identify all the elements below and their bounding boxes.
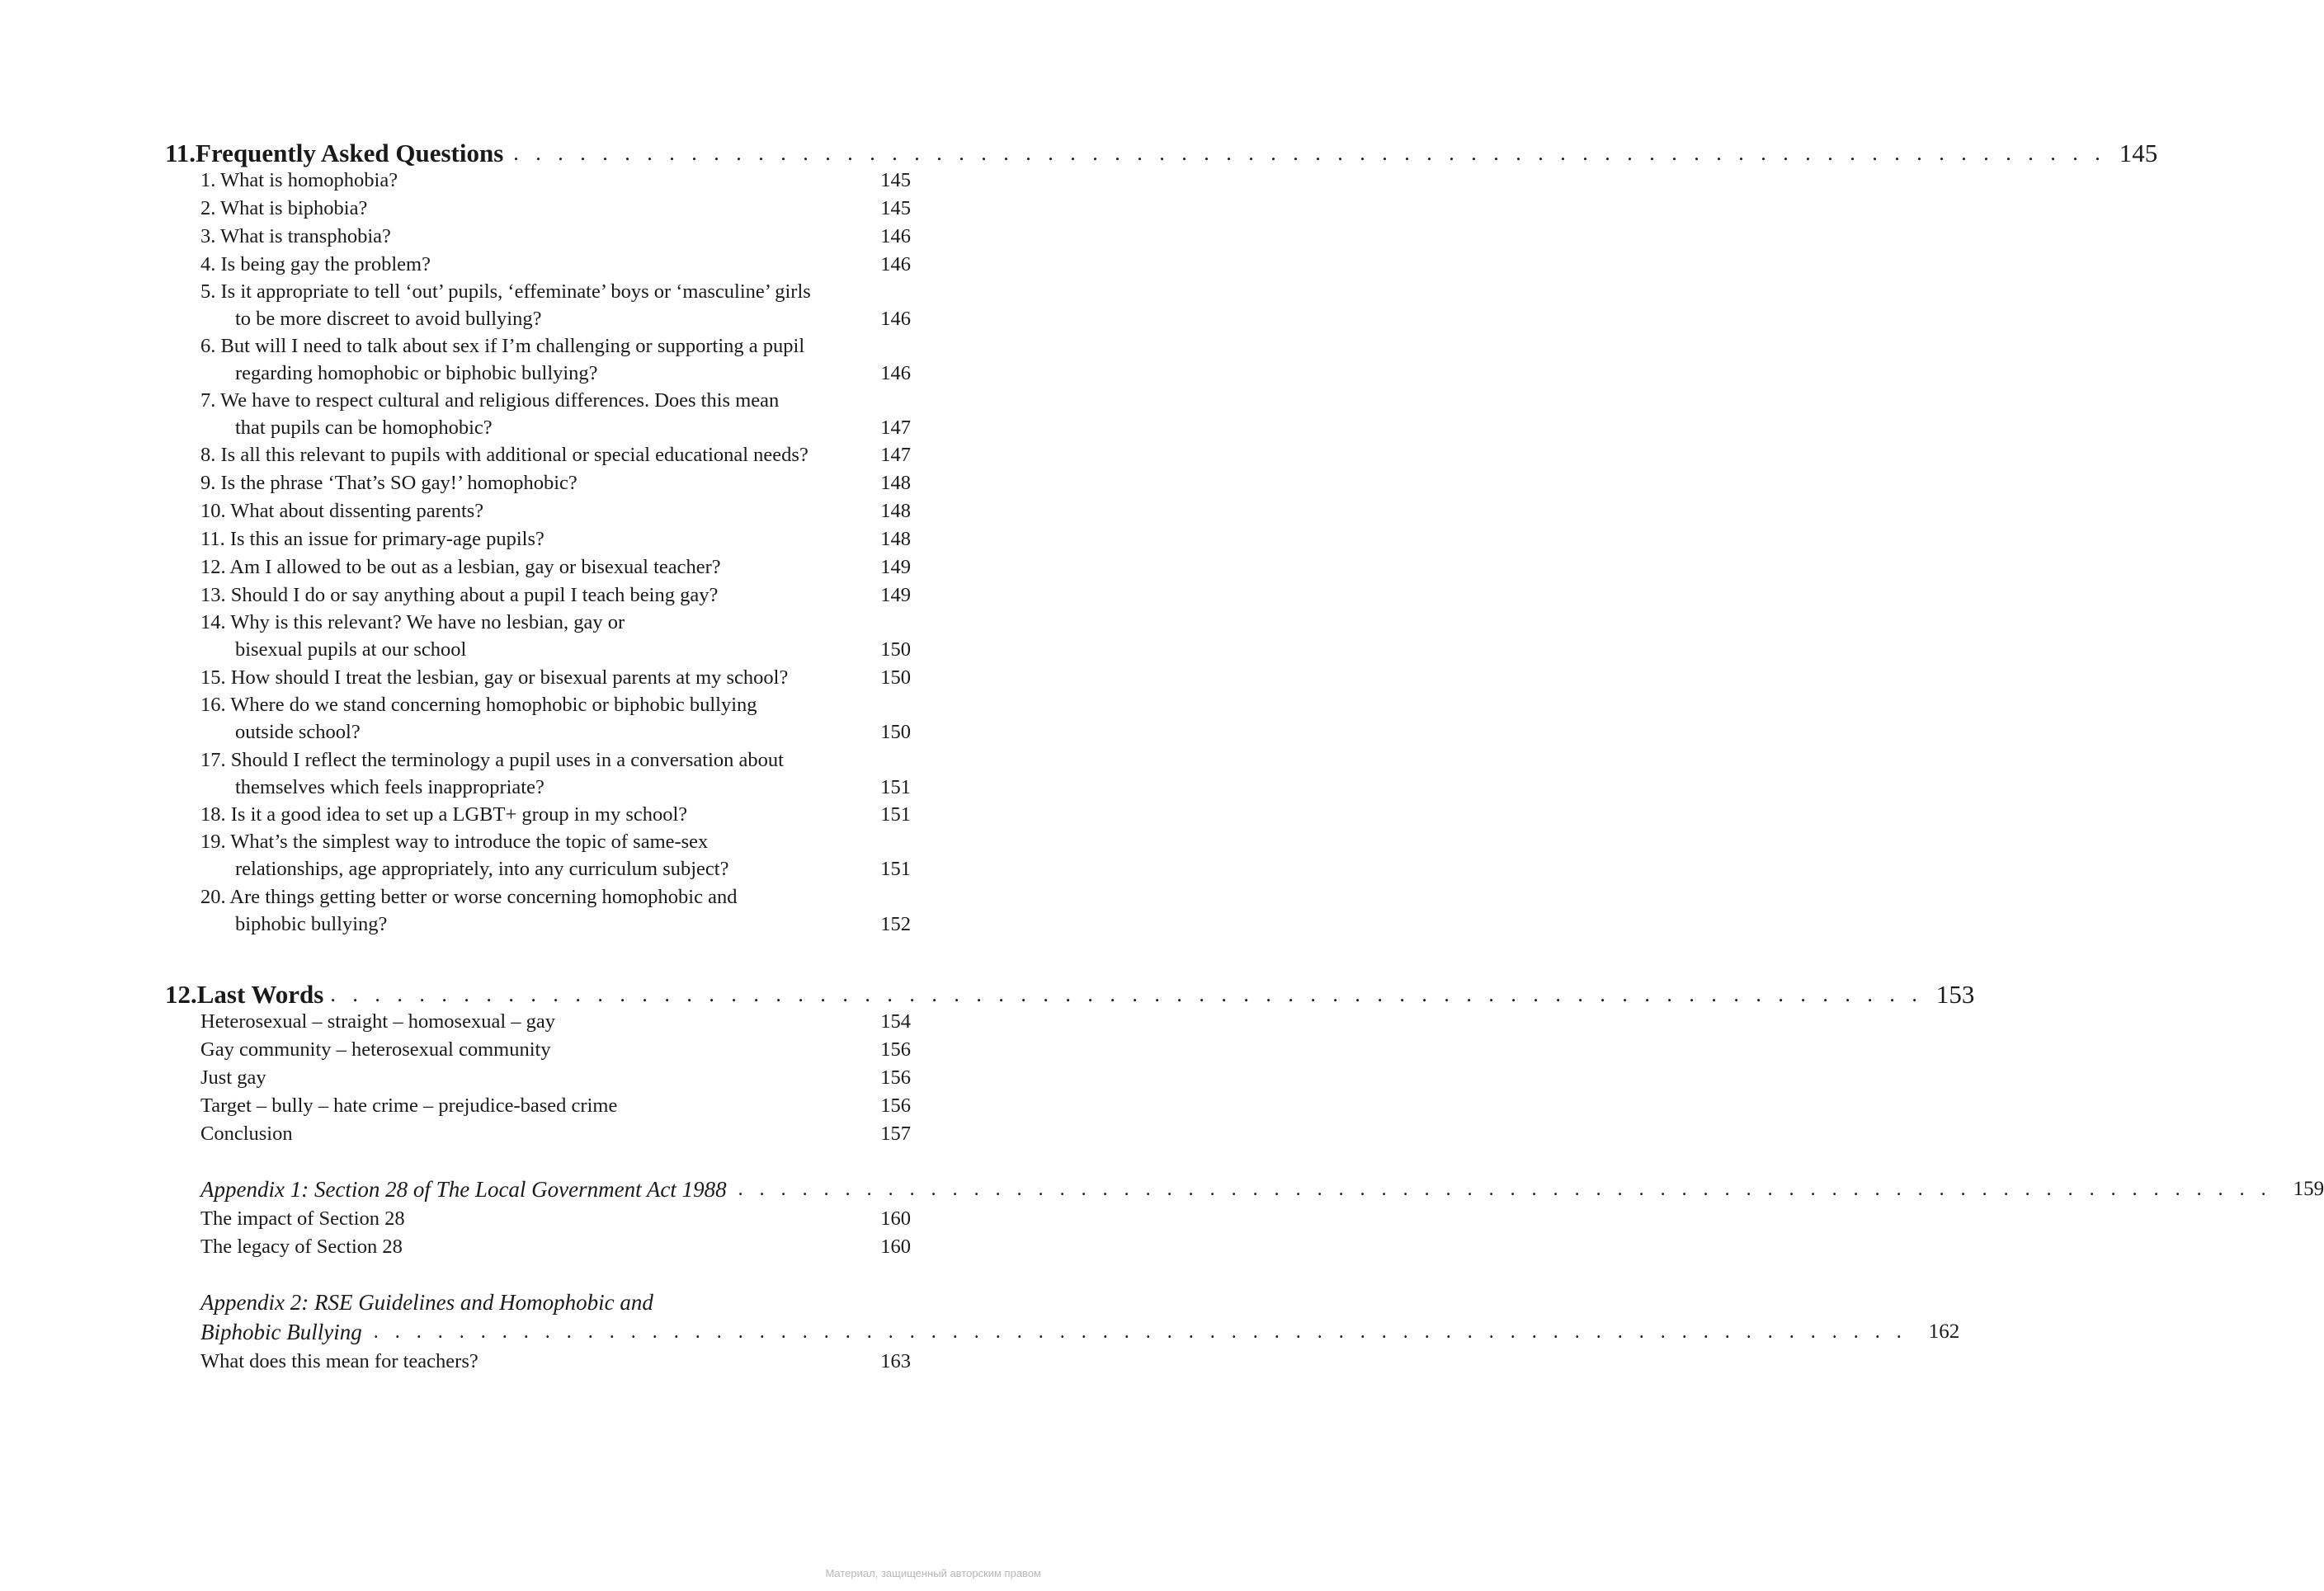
dot-leader: . . . . . . . . . . . . . . . . . . . . . . . . . . . . . . . . . . . . . . . . . . . . . . . . . . . . . . . . . . . . . . . . . . . . . . . . (513, 141, 2106, 165)
entry-page-number: 150 (880, 721, 911, 743)
entry-title: 3. What is transphobia? (200, 225, 391, 247)
entry-title-continued: themselves which feels inappropriate? (235, 776, 544, 798)
toc-entry[interactable] (200, 553, 911, 581)
appendix-title: Appendix 1: Section 28 of The Local Government Act 1988 (200, 1177, 727, 1202)
dot-leader: . . . . . . . . . . . . . . . . . . . . . . . . . . . . . . . . . . . . . . . . . . . . . . . . . . . . . . . . . . . . . . . . . . . . . . . . (373, 1321, 1907, 1343)
entry-title: Heterosexual – straight – homosexual – gay (200, 1010, 556, 1033)
toc-entry[interactable] (200, 387, 911, 441)
appendix-2-heading-line1[interactable]: Appendix 2: RSE Guidelines and Homophobic and (200, 1290, 653, 1315)
entry-title-continued: bisexual pupils at our school (235, 638, 467, 661)
entry-page-number: 151 (880, 803, 911, 826)
toc-entry[interactable] (200, 195, 911, 222)
entry-title: 4. Is being gay the problem? (200, 253, 431, 275)
entry-title: 12. Am I allowed to be out as a lesbian, gay or bisexual teacher? (200, 556, 721, 578)
copyright-watermark: Материал, защищенный авторским правом (825, 1567, 1041, 1579)
entry-title: Target – bully – hate crime – prejudice-based crime (200, 1094, 618, 1117)
entry-page-number: 146 (880, 362, 911, 384)
entry-page-number: 160 (880, 1207, 911, 1230)
entry-page-number: 147 (880, 444, 911, 466)
toc-entry[interactable] (200, 1036, 911, 1063)
chapter-12-heading[interactable] (165, 973, 1975, 1010)
entry-title: 19. What’s the simplest way to introduce the topic of same-sex (200, 831, 709, 853)
chapter-number: 12. (165, 980, 197, 1009)
toc-entry[interactable] (200, 1008, 911, 1035)
entry-page-number: 145 (880, 169, 911, 191)
entry-title: What does this mean for teachers? (200, 1350, 478, 1372)
entry-page-number: 146 (880, 253, 911, 275)
entry-page-number: 160 (880, 1236, 911, 1258)
entry-page-number: 157 (880, 1123, 911, 1145)
toc-entry[interactable] (200, 1205, 911, 1232)
entry-title: 9. Is the phrase ‘That’s SO gay!’ homophobic? (200, 472, 577, 494)
entry-title-continued: biphobic bullying? (235, 913, 388, 935)
entry-title: 10. What about dissenting parents? (200, 500, 484, 522)
toc-entry[interactable] (200, 691, 911, 746)
entry-page-number: 156 (880, 1066, 911, 1089)
chapter-11-heading[interactable] (165, 132, 2158, 168)
toc-entry[interactable] (200, 223, 911, 250)
entry-page-number: 147 (880, 417, 911, 439)
toc-entry[interactable] (200, 469, 911, 497)
appendix-1-heading[interactable] (200, 1174, 2324, 1204)
entry-title: 7. We have to respect cultural and religious differences. Does this mean (200, 389, 780, 412)
chapter-number: 11. (165, 139, 196, 167)
entry-title: The legacy of Section 28 (200, 1236, 403, 1258)
entry-title: Just gay (200, 1066, 266, 1089)
entry-title-continued: regarding homophobic or biphobic bullying? (235, 362, 598, 384)
entry-page-number: 146 (880, 308, 911, 330)
toc-entry[interactable] (200, 1233, 911, 1260)
entry-title: 11. Is this an issue for primary-age pupils? (200, 528, 544, 550)
entry-title: The impact of Section 28 (200, 1207, 405, 1230)
dot-leader: . . . . . . . . . . . . . . . . . . . . . . . . . . . . . . . . . . . . . . . . . . . . . . . . . . . . . . . . . . . . . . . . . . . . . . . . (330, 982, 1923, 1006)
appendix-page-number: 159 (2293, 1178, 2324, 1200)
entry-title: 16. Where do we stand concerning homophobic or biphobic bullying (200, 694, 757, 716)
entry-page-number: 148 (880, 472, 911, 494)
toc-entry[interactable] (200, 801, 911, 828)
entry-title: Conclusion (200, 1123, 293, 1145)
toc-entry[interactable] (200, 746, 911, 801)
entry-title: 20. Are things getting better or worse concerning homophobic and (200, 886, 738, 908)
toc-entry[interactable] (200, 278, 911, 332)
entry-title: 5. Is it appropriate to tell ‘out’ pupils, ‘effeminate’ boys or ‘masculine’ girls (200, 280, 811, 303)
entry-page-number: 146 (880, 225, 911, 247)
entry-title-continued: relationships, age appropriately, into any curriculum subject? (235, 858, 729, 880)
toc-entry[interactable] (200, 581, 911, 609)
entry-page-number: 163 (880, 1350, 911, 1372)
appendix-title: Biphobic Bullying (200, 1320, 362, 1344)
chapter-page-number: 153 (1935, 980, 1975, 1009)
appendix-page-number: 162 (1928, 1320, 1960, 1343)
toc-entry[interactable] (200, 497, 911, 525)
chapter-title: Frequently Asked Questions (196, 139, 504, 167)
toc-entry[interactable] (200, 525, 911, 553)
toc-entry[interactable] (200, 167, 911, 194)
entry-page-number: 148 (880, 528, 911, 550)
chapter-title: Last Words (196, 980, 324, 1009)
entry-title: 14. Why is this relevant? We have no lesbian, gay or (200, 611, 625, 633)
entry-page-number: 149 (880, 584, 911, 606)
entry-page-number: 152 (880, 913, 911, 935)
appendix-2-heading[interactable] (200, 1317, 1960, 1347)
entry-title-continued: to be more discreet to avoid bullying? (235, 308, 542, 330)
toc-entry[interactable] (200, 1348, 911, 1375)
entry-page-number: 156 (880, 1038, 911, 1061)
entry-page-number: 154 (880, 1010, 911, 1033)
toc-entry[interactable] (200, 1092, 911, 1119)
entry-title: 6. But will I need to talk about sex if I’m challenging or supporting a pupil (200, 335, 805, 357)
entry-page-number: 156 (880, 1094, 911, 1117)
entry-title-continued: that pupils can be homophobic? (235, 417, 493, 439)
entry-title: 8. Is all this relevant to pupils with additional or special educational needs? (200, 444, 808, 466)
entry-page-number: 150 (880, 638, 911, 661)
toc-entry[interactable] (200, 1064, 911, 1091)
entry-page-number: 145 (880, 197, 911, 219)
toc-entry[interactable] (200, 883, 911, 938)
toc-entry[interactable] (200, 664, 911, 691)
entry-page-number: 151 (880, 858, 911, 880)
entry-title: Gay community – heterosexual community (200, 1038, 551, 1061)
entry-page-number: 151 (880, 776, 911, 798)
entry-page-number: 150 (880, 666, 911, 689)
chapter-page-number: 145 (2119, 139, 2158, 167)
toc-entry[interactable] (200, 609, 911, 663)
entry-title: 1. What is homophobia? (200, 169, 398, 191)
toc-entry[interactable] (200, 251, 911, 278)
toc-entry[interactable] (200, 332, 911, 387)
toc-entry[interactable] (200, 441, 911, 468)
entry-title: 2. What is biphobia? (200, 197, 368, 219)
toc-entry[interactable] (200, 1120, 911, 1147)
toc-entry[interactable] (200, 828, 911, 883)
entry-page-number: 148 (880, 500, 911, 522)
entry-title: 15. How should I treat the lesbian, gay or bisexual parents at my school? (200, 666, 789, 689)
entry-title: 17. Should I reflect the terminology a pupil uses in a conversation about (200, 749, 784, 771)
entry-title: 13. Should I do or say anything about a pupil I teach being gay? (200, 584, 719, 606)
entry-page-number: 149 (880, 556, 911, 578)
entry-title-continued: outside school? (235, 721, 361, 743)
dot-leader: . . . . . . . . . . . . . . . . . . . . . . . . . . . . . . . . . . . . . . . . . . . . . . . . . . . . . . . . . . . . . . . . . . . . . . . . (738, 1179, 2272, 1200)
entry-title: 18. Is it a good idea to set up a LGBT+ group in my school? (200, 803, 688, 826)
